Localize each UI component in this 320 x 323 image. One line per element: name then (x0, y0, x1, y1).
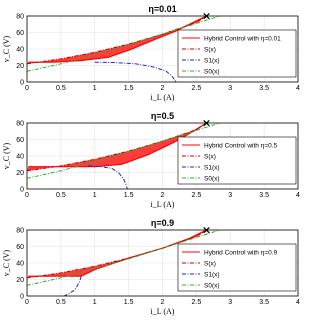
x-tick-label: 1.5 (123, 85, 134, 92)
legend-entry-4: S0(x) (204, 68, 220, 76)
chart-panel-2 (2, 111, 300, 209)
legend-entry-2: S(x) (204, 153, 216, 161)
y-tick-label: 40 (16, 260, 24, 268)
legend-entry-1: Hybrid Control with η=0.5 (204, 142, 278, 150)
y-tick-label: 80 (16, 13, 24, 21)
x-tick-label: 4 (296, 192, 300, 199)
x-axis-label: i_L (A) (150, 307, 175, 316)
x-tick-label: 2.5 (191, 85, 202, 92)
legend-entry-2: S(x) (204, 260, 216, 268)
y-tick-label: 60 (16, 244, 24, 251)
x-tick-label: 1 (92, 85, 97, 92)
legend-entry-4: S0(x) (204, 175, 220, 183)
x-tick-label: 2.5 (191, 192, 202, 199)
x-tick-label: 0.5 (56, 85, 66, 92)
y-tick-label: 60 (16, 137, 24, 144)
x-axis-label: i_L (A) (150, 93, 175, 102)
y-tick-label: 40 (16, 153, 24, 161)
equilibrium-marker: × (201, 116, 212, 130)
x-tick-label: 1.5 (123, 299, 134, 306)
y-tick-label: 60 (16, 30, 24, 37)
legend-entry-3: S1(x) (204, 164, 220, 172)
x-tick-label: 1 (92, 299, 97, 306)
y-tick-label: 20 (16, 63, 24, 70)
legend-entry-3: S1(x) (204, 57, 220, 65)
y-tick-label: 0 (20, 293, 24, 301)
x-tick-label: 3 (228, 192, 233, 199)
x-tick-label: 1 (92, 192, 97, 199)
legend-entry-4: S0(x) (204, 282, 220, 290)
legend-entry-1: Hybrid Control with η=0.01 (204, 35, 281, 43)
y-tick-label: 40 (16, 46, 24, 54)
x-tick-label: 0.5 (56, 299, 66, 306)
equilibrium-marker: × (201, 223, 212, 237)
x-tick-label: 3 (228, 85, 233, 92)
x-tick-label: 4 (296, 85, 300, 92)
chart-title: η=0.01 (148, 4, 177, 14)
x-tick-label: 3.5 (259, 299, 269, 306)
y-axis-label: v_C (V) (2, 249, 11, 277)
x-tick-label: 2 (160, 192, 165, 199)
y-tick-label: 20 (16, 170, 24, 177)
x-tick-label: 2 (160, 85, 165, 92)
x-tick-label: 2 (160, 299, 165, 306)
chart-title: η=0.5 (150, 111, 175, 121)
chart-panel-1 (2, 4, 300, 102)
x-axis-label: i_L (A) (150, 200, 175, 209)
x-tick-label: 0.5 (56, 192, 66, 199)
x-tick-label: 3.5 (259, 85, 269, 92)
x-tick-label: 0 (25, 299, 29, 306)
y-axis-label: v_C (V) (2, 35, 11, 63)
y-tick-label: 20 (16, 277, 24, 284)
x-tick-label: 3.5 (259, 192, 269, 199)
legend-entry-3: S1(x) (204, 271, 220, 279)
chart-title: η=0.9 (150, 218, 175, 228)
x-tick-label: 1.5 (123, 192, 134, 199)
x-tick-label: 4 (296, 299, 300, 306)
y-tick-label: 0 (20, 79, 24, 87)
legend-entry-1: Hybrid Control with η=0.9 (204, 249, 278, 257)
y-tick-label: 80 (16, 227, 24, 235)
equilibrium-marker: × (201, 9, 212, 23)
y-axis-label: v_C (V) (2, 142, 11, 170)
x-tick-label: 3 (228, 299, 233, 306)
legend-entry-2: S(x) (204, 46, 216, 54)
x-tick-label: 2.5 (191, 299, 202, 306)
x-tick-label: 0 (25, 192, 29, 199)
y-tick-label: 80 (16, 120, 24, 128)
chart-panel-3 (2, 218, 300, 316)
x-tick-label: 0 (25, 85, 29, 92)
y-tick-label: 0 (20, 186, 24, 194)
